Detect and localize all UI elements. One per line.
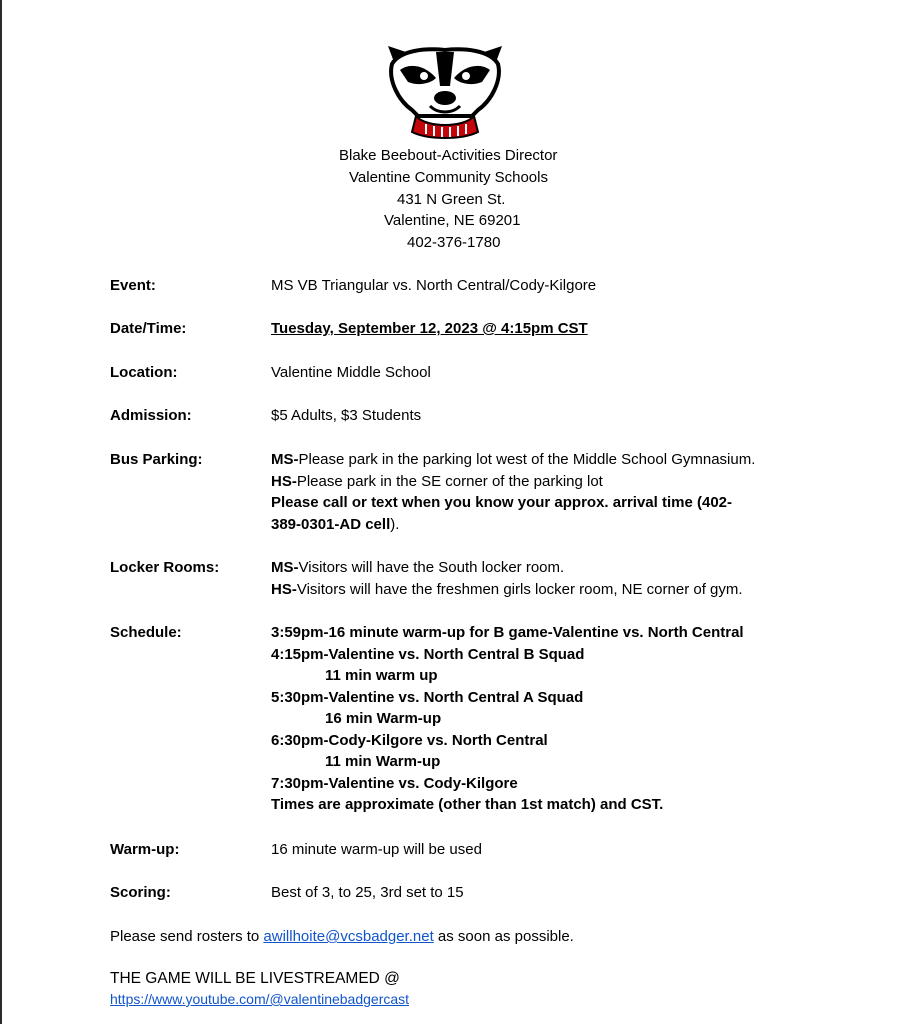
rosters-email-link[interactable]: awillhoite@vcsbadger.net bbox=[263, 928, 434, 945]
hs-locker-text: Visitors will have the freshmen girls locker room, NE corner of gym. bbox=[296, 580, 743, 598]
schedule-item: 5:30pm-Valentine vs. North Central A Squad bbox=[271, 688, 584, 706]
arrival-call-line-2: 389-0301-AD cell bbox=[271, 515, 391, 533]
schedule-item: 4:15pm-Valentine vs. North Central B Squad bbox=[271, 645, 585, 663]
warmup-label: Warm-up: bbox=[110, 841, 180, 858]
city-state-zip: Valentine, NE 69201 bbox=[384, 212, 521, 229]
bus-parking-label: Bus Parking: bbox=[110, 451, 203, 468]
admission-label: Admission: bbox=[110, 407, 192, 424]
admission-value: $5 Adults, $3 Students bbox=[271, 407, 422, 424]
livestream-link[interactable]: https://www.youtube.com/@valentinebadgercast bbox=[110, 991, 410, 1007]
arrival-call-end: ). bbox=[390, 515, 400, 533]
hs-locker-prefix: HS- bbox=[271, 580, 297, 598]
locker-rooms-value bbox=[271, 557, 831, 600]
scoring-value: Best of 3, to 25, 3rd set to 15 bbox=[271, 884, 464, 901]
street-address: 431 N Green St. bbox=[397, 191, 506, 208]
datetime-value: Tuesday, September 12, 2023 @ 4:15pm CST bbox=[271, 320, 588, 337]
schedule-item: 7:30pm-Valentine vs. Cody-Kilgore bbox=[271, 774, 518, 792]
schedule-note: Times are approximate (other than 1st match) and CST. bbox=[271, 796, 664, 813]
event-label: Event: bbox=[110, 277, 156, 294]
schedule-subitem: 11 min warm up bbox=[325, 667, 438, 684]
rosters-text-before: Please send rosters to bbox=[110, 928, 264, 945]
location-label: Location: bbox=[110, 364, 178, 381]
location-value: Valentine Middle School bbox=[271, 364, 431, 381]
schedule-list bbox=[271, 622, 831, 816]
datetime-label: Date/Time: bbox=[110, 320, 187, 337]
schedule-subitem: 16 min Warm-up bbox=[325, 710, 442, 727]
bus-parking-value bbox=[271, 449, 831, 535]
badger-mascot-logo bbox=[386, 44, 504, 140]
rosters-note bbox=[110, 926, 574, 948]
livestream-link-line bbox=[110, 989, 409, 1011]
arrival-call-line-1: Please call or text when you know your approx. arrival time (402- bbox=[271, 494, 732, 511]
hs-prefix: HS- bbox=[271, 472, 297, 490]
scoring-label: Scoring: bbox=[110, 884, 171, 901]
ms-prefix: MS- bbox=[271, 451, 299, 468]
schedule-label: Schedule: bbox=[110, 624, 182, 641]
warmup-value: 16 minute warm-up will be used bbox=[271, 841, 482, 858]
event-value: MS VB Triangular vs. North Central/Cody-Kilgore bbox=[271, 277, 597, 294]
school-name: Valentine Community Schools bbox=[349, 169, 548, 186]
hs-parking-text: Please park in the SE corner of the parking lot bbox=[296, 472, 603, 490]
livestream-heading: THE GAME WILL BE LIVESTREAMED @ bbox=[110, 970, 400, 987]
ms-parking-text: Please park in the parking lot west of the Middle School Gymnasium. bbox=[298, 451, 756, 468]
ms-locker-text: Visitors will have the South locker room. bbox=[298, 559, 565, 576]
page-border bbox=[0, 0, 2, 1024]
ms-locker-prefix: MS- bbox=[271, 559, 299, 576]
rosters-text-after: as soon as possible. bbox=[433, 928, 574, 945]
locker-rooms-label: Locker Rooms: bbox=[110, 559, 220, 576]
director-name: Blake Beebout-Activities Director bbox=[339, 147, 558, 164]
phone-number: 402-376-1780 bbox=[407, 234, 501, 251]
schedule-subitem: 11 min Warm-up bbox=[325, 753, 441, 770]
schedule-item: 6:30pm-Cody-Kilgore vs. North Central bbox=[271, 731, 548, 749]
schedule-item: 3:59pm-16 minute warm-up for B game-Valentine vs. North Central bbox=[271, 624, 744, 641]
